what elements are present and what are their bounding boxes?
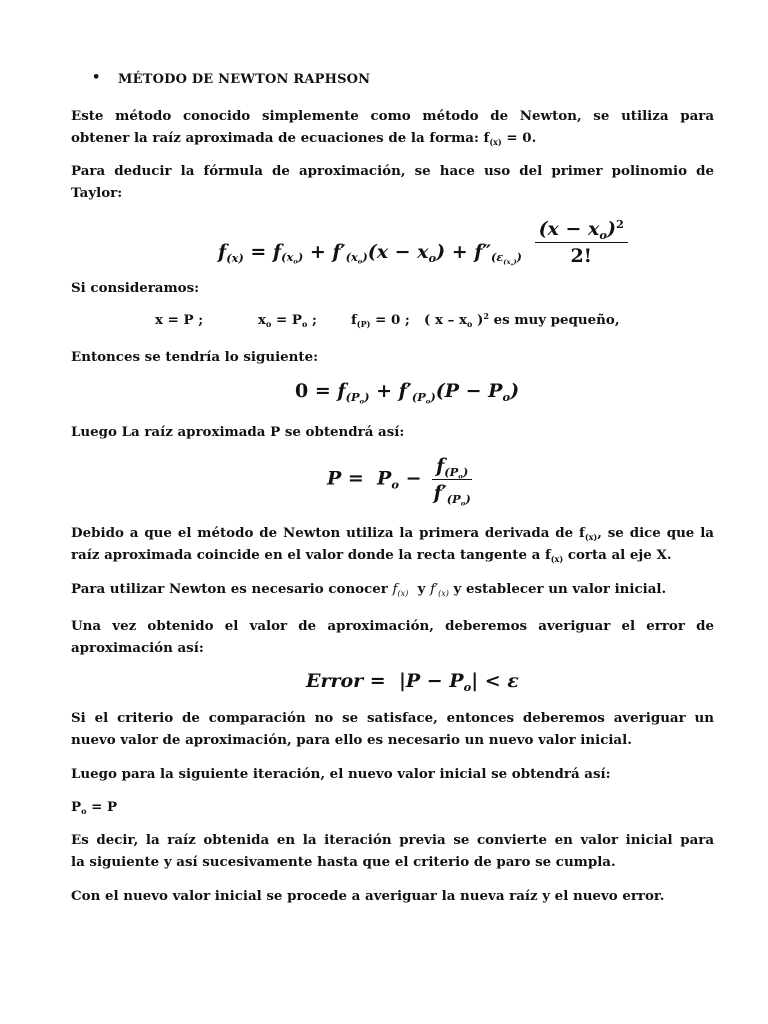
intro-line-2-sub: (x) (489, 136, 502, 147)
debido-line-1: Debido a que el método de Newton utiliza la primera derivada de $f_{(x)}$, se dice que la (71, 525, 714, 542)
una-vez-line-2: aproximación así: (71, 640, 204, 656)
es-decir-line-2: la siguiente y así sucesivamente hasta que el criterio de paro se cumpla. (71, 854, 616, 870)
section-title: MÉTODO DE NEWTON RAPHSON (118, 72, 371, 87)
criterio-line-1: Si el criterio de comparación no se satisface, entonces deberemos averiguar un (71, 710, 714, 726)
equation-zero: $0 = f_{(P_o)} + f'_{(P_o)}(P - P_o)$ (295, 380, 520, 406)
utilizar-line: Para utilizar Newton es necesario conocer $f_{(x)}$ y $f'_{(x)}$ y establecer un valor inicial. (71, 581, 667, 598)
una-vez-line-1: Una vez obtenido el valor de aproximación, deberemos averiguar el error de (71, 618, 714, 634)
debido-line-2: raíz aproximada coincide en el valor donde la recta tangente a $f_{(x)}$ corta al eje X. (71, 547, 672, 564)
intro-line-2-end: = 0. (506, 130, 537, 146)
siguiente-iteracion-line: Luego para la siguiente iteración, el nuevo valor inicial se obtendrá así: (71, 766, 611, 782)
nuevo-valor-line: Con el nuevo valor inicial se procede a averiguar la nueva raíz y el nuevo error. (71, 888, 665, 904)
es-decir-line-1: Es decir, la raíz obtenida en la iteración previa se convierte en valor inicial para (71, 832, 714, 848)
error-formula: Error = $|P - P_o| < \varepsilon$ (306, 670, 519, 694)
debido-line-1-end: se dice que la (607, 525, 714, 541)
condition-1: x = P ; (155, 312, 204, 328)
debido-line-2-end: corta al eje X. (567, 547, 672, 563)
taylor-line-1: Para deducir la fórmula de aproximación, se hace uso del primer polinomio de (71, 163, 714, 179)
condition-3: $f_{(P)} = 0$ ; (351, 312, 410, 329)
intro-line-1: Este método conocido simplemente como método de Newton, se utiliza para (71, 108, 714, 124)
intro-line-2-text: obtener la raíz aproximada de ecuaciones de la forma: (71, 130, 479, 146)
newton-formula: $P = P_o$ − $\frac{f_{(P_o)}}{f'_{(P_o)}}$ (327, 455, 471, 508)
criterio-line-2: nuevo valor de aproximación, para ello es necesario un nuevo valor inicial. (71, 732, 632, 748)
luego-raiz-line: Luego La raíz aproximada P se obtendrá así: (71, 424, 405, 440)
condition-4-text: es muy pequeño, (493, 312, 620, 328)
taylor-line-2: Taylor: (71, 185, 123, 201)
si-consideramos: Si consideramos: (71, 280, 200, 296)
entonces-line: Entonces se tendría lo siguiente: (71, 349, 319, 365)
intro-line-2: obtener la raíz aproximada de ecuaciones de la forma: $f_{(x)} = 0$. (71, 130, 537, 147)
debido-line-2-text: raíz aproximada coincide en el valor donde la recta tangente a (71, 547, 541, 563)
condition-2: $x_o = P_o$ ; (258, 312, 317, 329)
utilizar-end: y establecer un valor inicial. (453, 581, 667, 597)
utilizar-text: Para utilizar Newton es necesario conocer (71, 581, 388, 597)
condition-4: ( x – $x_o$ )$^2$ es muy pequeño, (424, 311, 620, 329)
po-equals-p: $P_o = P$ (71, 799, 118, 816)
taylor-equation: $f_{(x)} = f_{(x_o)} + f'_{(x_o)}(x - x_o) + f''_{(\varepsilon_{(x_o)})}$ $\frac{(x - x_o)^2}{2!}$ (218, 218, 628, 267)
debido-line-1-text: Debido a que el método de Newton utiliza la primera derivada de (71, 525, 574, 541)
bullet-icon: • (92, 70, 101, 85)
